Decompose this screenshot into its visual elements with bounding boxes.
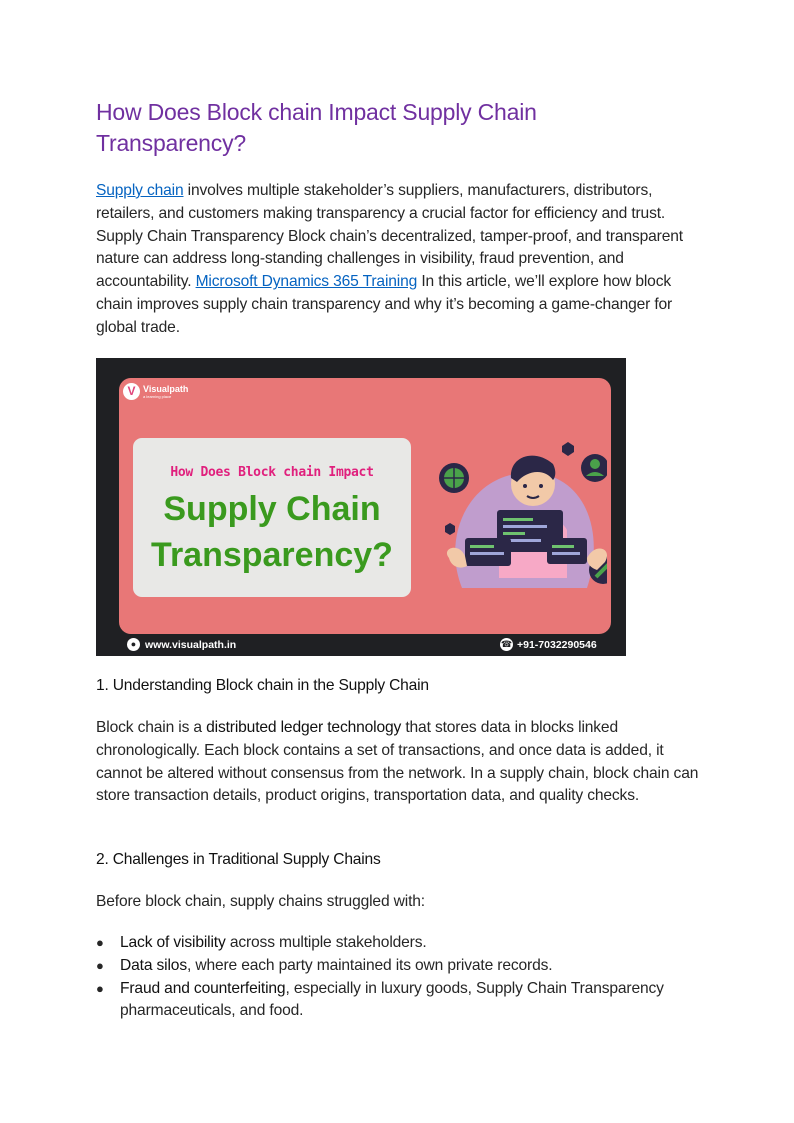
banner-panel bbox=[119, 378, 611, 634]
banner-website bbox=[127, 638, 236, 651]
list-item-bold: Fraud and counterfeiting bbox=[120, 979, 286, 997]
list-item bbox=[96, 932, 706, 955]
list-item bbox=[96, 955, 706, 978]
phone-icon: ☎ bbox=[500, 639, 513, 649]
list-item-text: , especially in luxury goods, Supply Chain Transparency pharmaceuticals, and food. bbox=[120, 979, 664, 1020]
intro-paragraph bbox=[96, 180, 706, 340]
banner-title-card bbox=[133, 438, 411, 597]
section1-bold-term: distributed ledger technology bbox=[206, 719, 402, 736]
section1-heading: 1. Understanding Block chain in the Supply Chain bbox=[96, 677, 429, 694]
banner-phone bbox=[500, 638, 597, 651]
section2-lead: Before block chain, supply chains struggled with: bbox=[96, 893, 425, 910]
section1-paragraph bbox=[96, 717, 706, 808]
brand-name: Visualpath bbox=[143, 384, 189, 394]
brand-tagline: a learning place bbox=[143, 394, 172, 399]
banner-big-heading: Supply Chain Transparency? bbox=[151, 490, 393, 574]
brand-logo bbox=[123, 383, 188, 400]
bullet-icon: ● bbox=[96, 957, 104, 973]
logo-mark-icon: V bbox=[123, 383, 140, 400]
list-item bbox=[96, 978, 706, 1024]
list-item-text: , where each party maintained its own private records. bbox=[186, 956, 553, 974]
supply-chain-link[interactable]: Supply chain bbox=[96, 182, 184, 199]
challenges-list bbox=[96, 932, 706, 1023]
article-title: How Does Block chain Impact Supply Chain Transparency? bbox=[96, 99, 537, 156]
intro-text-1: involves multiple stakeholder’s suppliers, manufacturers, distributors, retailers, and customers making transparency a crucial factor for efficiency and trust. Supply Chain Transparency Block chain’s decentralized, tamper-proof, and transparent nature can address long-standing challenges in visibility, fraud prevention, and accountability. bbox=[96, 182, 683, 291]
article-banner-image bbox=[96, 358, 626, 656]
list-item-text: across multiple stakeholders. bbox=[225, 934, 427, 951]
section1-text-after: that stores data in blocks linked chronologically. Each block contains a set of transactions, and once data is added, it cannot be altered without consensus from the network. In a supply chain, block chain can store transaction details, product origins, transportation data, and quality checks. bbox=[96, 719, 699, 805]
banner-phone-text: +91-7032290546 bbox=[517, 638, 597, 651]
section1-text-before: Block chain is a bbox=[96, 719, 207, 736]
intro-text-2: In this article, we’ll explore how block chain improves supply chain transparency and why it’s becoming a game-changer for global trade. bbox=[96, 273, 673, 336]
dynamics-training-link[interactable]: Microsoft Dynamics 365 Training bbox=[195, 273, 418, 291]
bullet-icon: ● bbox=[96, 980, 104, 996]
developer-illustration-icon bbox=[437, 438, 607, 598]
banner-website-text: www.visualpath.in bbox=[145, 638, 237, 651]
list-item-bold: Lack of visibility bbox=[120, 934, 226, 951]
globe-icon: ● bbox=[127, 638, 140, 651]
banner-small-heading: How Does Block chain Impact bbox=[170, 465, 374, 480]
section2-heading: 2. Challenges in Traditional Supply Chains bbox=[96, 851, 381, 868]
list-item-bold: Data silos bbox=[120, 956, 187, 974]
bullet-icon: ● bbox=[96, 935, 104, 950]
